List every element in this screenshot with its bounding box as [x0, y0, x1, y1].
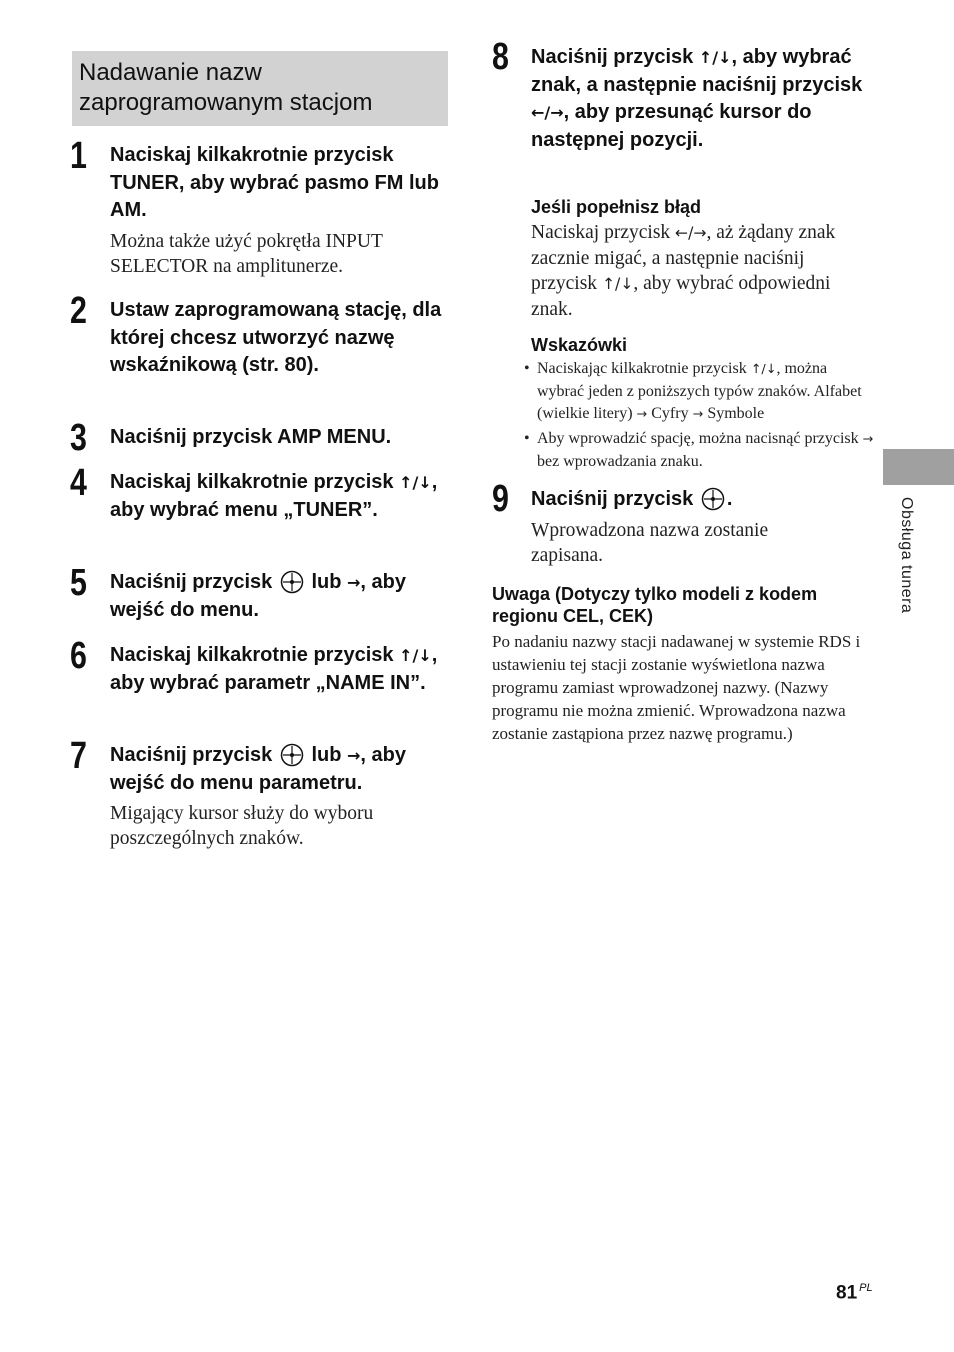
arrow-icon: → [692, 407, 704, 422]
step-7-text-c: , aby wejść do menu parametru. [110, 744, 406, 794]
up-down-arrow-icon: ↑/↓ [399, 473, 432, 492]
up-down-arrow-icon: ↑/↓ [601, 275, 634, 293]
step-7-text-b: lub [311, 744, 342, 766]
left-right-arrow-icon: ←/→ [531, 103, 564, 122]
tips-title: Wskazówki [531, 335, 628, 355]
error-text-a: Naciskaj przycisk [531, 222, 671, 243]
tip-item [524, 358, 876, 426]
right-arrow-icon: → [347, 573, 361, 592]
step-9-body: Wprowadzona nazwa zostanie zapisana. [531, 520, 769, 566]
step-9-heading [531, 486, 876, 514]
step-5-text-a: Naciśnij przycisk [110, 571, 273, 593]
step-2-heading: Ustaw zaprogramowaną stację, dla której chcesz utworzyć nazwę wskaźnikową (str. 80). [110, 299, 442, 376]
step-4-heading [110, 469, 450, 524]
enter-button-icon [280, 743, 304, 767]
enter-button-icon [701, 487, 725, 511]
enter-button-icon [280, 570, 304, 594]
right-arrow-icon: → [862, 432, 874, 447]
right-arrow-icon: → [347, 746, 361, 765]
step-7-number: 7 [70, 735, 87, 777]
step-1-number: 1 [70, 135, 87, 177]
error-text-b: , aż żądany znak zacznie migać, a następnie naciśnij przycisk [531, 222, 836, 294]
error-body [531, 220, 871, 322]
page-number-value: 81 [836, 1282, 858, 1304]
error-text-c: , aby wybrać odpowiedni znak. [531, 273, 831, 320]
page-number-suffix: PL [859, 1282, 873, 1294]
left-right-arrow-icon: ←/→ [675, 224, 707, 242]
tip-1-text-a: Naciskając kilkakrotnie przycisk [537, 360, 747, 377]
step-2-number: 2 [70, 290, 87, 332]
tips-list [524, 358, 876, 473]
step-6-text-a: Naciskaj kilkakrotnie przycisk [110, 644, 394, 666]
step-8-number: 8 [492, 36, 509, 78]
step-9-text-b: . [726, 488, 733, 510]
step-5-number: 5 [70, 562, 87, 604]
up-down-arrow-icon: ↑/↓ [399, 646, 432, 665]
step-9-number: 9 [492, 478, 509, 520]
step-6-number: 6 [70, 635, 87, 677]
arrow-icon: → [636, 407, 648, 422]
step-7-heading [110, 742, 450, 797]
step-1-body: Można także użyć pokrętła INPUT SELECTOR na amplitunerze. [110, 231, 383, 277]
note-body: Po nadaniu nazwy stacji nadawanej w systemie RDS i ustawieniu tej stacji zostanie wyświetlona nazwa programu zamiast wprowadzonej nazwy. (Nazwy programu nie można zmienić. Wprowadzona nazwa zostanie zastąpiona przez nazwę programu.) [492, 632, 861, 743]
tip-1-sequence-1: Alfabet (wielkie litery) [537, 383, 862, 422]
tip-1-text-b: , można wybrać jeden z poniższych typów znaków. [537, 360, 828, 400]
step-4-text-a: Naciskaj kilkakrotnie przycisk [110, 471, 394, 493]
side-section-label: Obsługa tunera [898, 497, 915, 614]
tip-1-sequence-3: Symbole [707, 405, 765, 422]
tip-1-sequence-2: Cyfry [651, 405, 689, 422]
up-down-arrow-icon: ↑/↓ [750, 362, 777, 377]
step-3-number: 3 [70, 417, 87, 459]
step-9-text-a: Naciśnij przycisk [531, 488, 694, 510]
step-8-text-a: Naciśnij przycisk [531, 46, 694, 68]
step-7-text-a: Naciśnij przycisk [110, 744, 273, 766]
step-1-heading: Naciskaj kilkakrotnie przycisk TUNER, aby wybrać pasmo FM lub AM. [110, 144, 439, 221]
step-6-text-b: , aby wybrać parametr „NAME IN”. [110, 644, 438, 694]
step-7-body: Migający kursor służy do wyboru poszczególnych znaków. [110, 803, 374, 849]
side-tab-marker [883, 449, 954, 485]
tip-2-text-b: bez wprowadzania znaku. [537, 453, 703, 470]
note-title: Uwaga (Dotyczy tylko modeli z kodem regionu CEL, CEK) [492, 584, 818, 626]
step-4-number: 4 [70, 462, 87, 504]
step-8-text-c: , aby przesunąć kursor do następnej pozycji. [531, 101, 812, 151]
step-5-heading [110, 569, 450, 624]
error-title: Jeśli popełnisz błąd [531, 197, 702, 217]
tip-2-text-a: Aby wprowadzić spację, można nacisnąć przycisk [537, 430, 859, 447]
step-8-heading [531, 44, 876, 154]
page-number [836, 1282, 873, 1304]
section-title: Nadawanie nazw zaprogramowanym stacjom [72, 51, 448, 126]
tip-item [524, 428, 876, 473]
step-4-text-b: , aby wybrać menu „TUNER”. [110, 471, 438, 521]
up-down-arrow-icon: ↑/↓ [698, 48, 732, 67]
step-6-heading [110, 642, 450, 697]
step-5-text-b: lub [311, 571, 342, 593]
step-3-heading: Naciśnij przycisk AMP MENU. [110, 426, 392, 448]
step-8-text-b: , aby wybrać znak, a następnie naciśnij przycisk [531, 46, 863, 96]
step-5-text-c: , aby wejść do menu. [110, 571, 406, 621]
